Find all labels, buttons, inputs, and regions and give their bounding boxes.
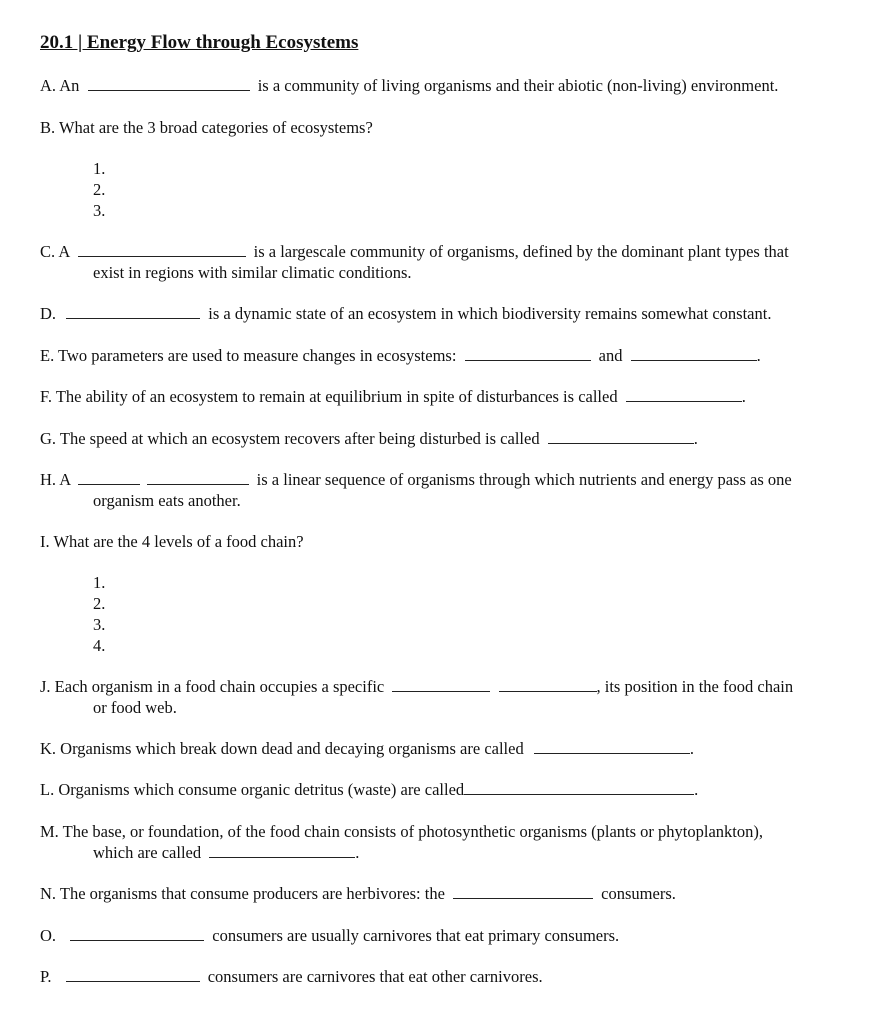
page-title: 20.1 | Energy Flow through Ecosystems [40, 32, 359, 53]
answer-blank[interactable] [66, 967, 200, 982]
question-text: is a community of living organisms and their abiotic (non-living) environment. [257, 76, 779, 95]
answer-blank[interactable] [66, 304, 200, 319]
question-text: . [355, 843, 360, 862]
answer-blank[interactable] [534, 739, 690, 754]
question-h-continued: organism eats another. [93, 491, 241, 510]
question-text: which are called [93, 843, 202, 862]
question-label: O. [40, 926, 57, 945]
question-p [40, 967, 543, 987]
answer-blank[interactable] [464, 780, 694, 795]
answer-blank[interactable] [392, 677, 490, 692]
question-text: . [689, 739, 694, 758]
question-label: N. [40, 884, 57, 903]
answer-blank[interactable] [548, 429, 694, 444]
answer-blank[interactable] [88, 76, 250, 91]
question-text: Organisms which break down dead and decaying organisms are called [60, 739, 524, 758]
question-f [40, 387, 746, 407]
list-item: 1. [93, 573, 106, 592]
question-text: What are the 4 levels of a food chain? [53, 532, 304, 551]
question-text: Two parameters are used to measure changes in ecosystems: [58, 346, 457, 365]
list-item: 2. [93, 594, 106, 613]
question-e [40, 346, 761, 366]
question-label: G. [40, 429, 57, 448]
question-text: consumers are carnivores that eat other carnivores. [207, 967, 543, 986]
question-c-continued: exist in regions with similar climatic conditions. [93, 263, 412, 282]
question-m [40, 822, 763, 842]
answer-blank[interactable] [70, 926, 204, 941]
question-j [40, 677, 793, 697]
question-j-continued: or food web. [93, 698, 177, 717]
answer-blank[interactable] [453, 884, 593, 899]
list-item: 4. [93, 636, 106, 655]
question-text: is a largescale community of organisms, defined by the dominant plant types that [253, 242, 789, 261]
question-i [40, 532, 304, 552]
question-n [40, 884, 676, 904]
question-text: Each organism in a food chain occupies a specific [54, 677, 385, 696]
answer-blank[interactable] [78, 470, 140, 485]
answer-blank[interactable] [209, 843, 355, 858]
question-text: What are the 3 broad categories of ecosystems? [58, 118, 373, 137]
question-text: The base, or foundation, of the food chain consists of photosynthetic organisms (plants or phytoplankton), [62, 822, 763, 841]
list-item: 2. [93, 180, 106, 199]
answer-blank[interactable] [465, 346, 591, 361]
question-text: , its position in the food chain [596, 677, 794, 696]
question-text: . [694, 780, 699, 799]
question-m-continued [93, 843, 359, 863]
question-text: The ability of an ecosystem to remain at equilibrium in spite of disturbances is called [55, 387, 618, 406]
question-label: J. [40, 677, 51, 696]
question-label: A. [40, 76, 57, 95]
question-label: I. [40, 532, 50, 551]
question-text: An [59, 76, 80, 95]
question-a [40, 76, 778, 96]
question-text: A [58, 242, 70, 261]
question-k [40, 739, 694, 759]
question-l [40, 780, 698, 800]
answer-blank[interactable] [626, 387, 742, 402]
question-label: F. [40, 387, 52, 406]
answer-blank[interactable] [147, 470, 249, 485]
question-text: The organisms that consume producers are herbivores: the [59, 884, 445, 903]
list-item: 3. [93, 201, 106, 220]
question-label: B. [40, 118, 56, 137]
question-label: L. [40, 780, 55, 799]
question-b [40, 118, 373, 138]
question-text: The speed at which an ecosystem recovers after being disturbed is called [59, 429, 540, 448]
question-text: is a linear sequence of organisms through which nutrients and energy pass as one [256, 470, 792, 489]
question-c [40, 242, 789, 262]
question-text: and [598, 346, 623, 365]
question-text: . [693, 429, 698, 448]
question-text: . [756, 346, 761, 365]
list-item: 3. [93, 615, 106, 634]
question-g [40, 429, 698, 449]
question-text: is a dynamic state of an ecosystem in which biodiversity remains somewhat constant. [208, 304, 772, 323]
question-text: . [741, 387, 746, 406]
question-label: K. [40, 739, 57, 758]
question-label: E. [40, 346, 55, 365]
question-text: A [59, 470, 71, 489]
list-item: 1. [93, 159, 106, 178]
question-label: P. [40, 967, 52, 986]
answer-blank[interactable] [631, 346, 757, 361]
question-label: D. [40, 304, 57, 323]
question-d [40, 304, 771, 324]
question-label: C. [40, 242, 56, 261]
question-label: M. [40, 822, 59, 841]
answer-blank[interactable] [78, 242, 246, 257]
question-o [40, 926, 619, 946]
question-h [40, 470, 792, 490]
question-text: Organisms which consume organic detritus (waste) are called [58, 780, 465, 799]
answer-blank[interactable] [499, 677, 597, 692]
question-text: consumers. [601, 884, 676, 903]
question-text: consumers are usually carnivores that eat primary consumers. [212, 926, 620, 945]
question-label: H. [40, 470, 57, 489]
